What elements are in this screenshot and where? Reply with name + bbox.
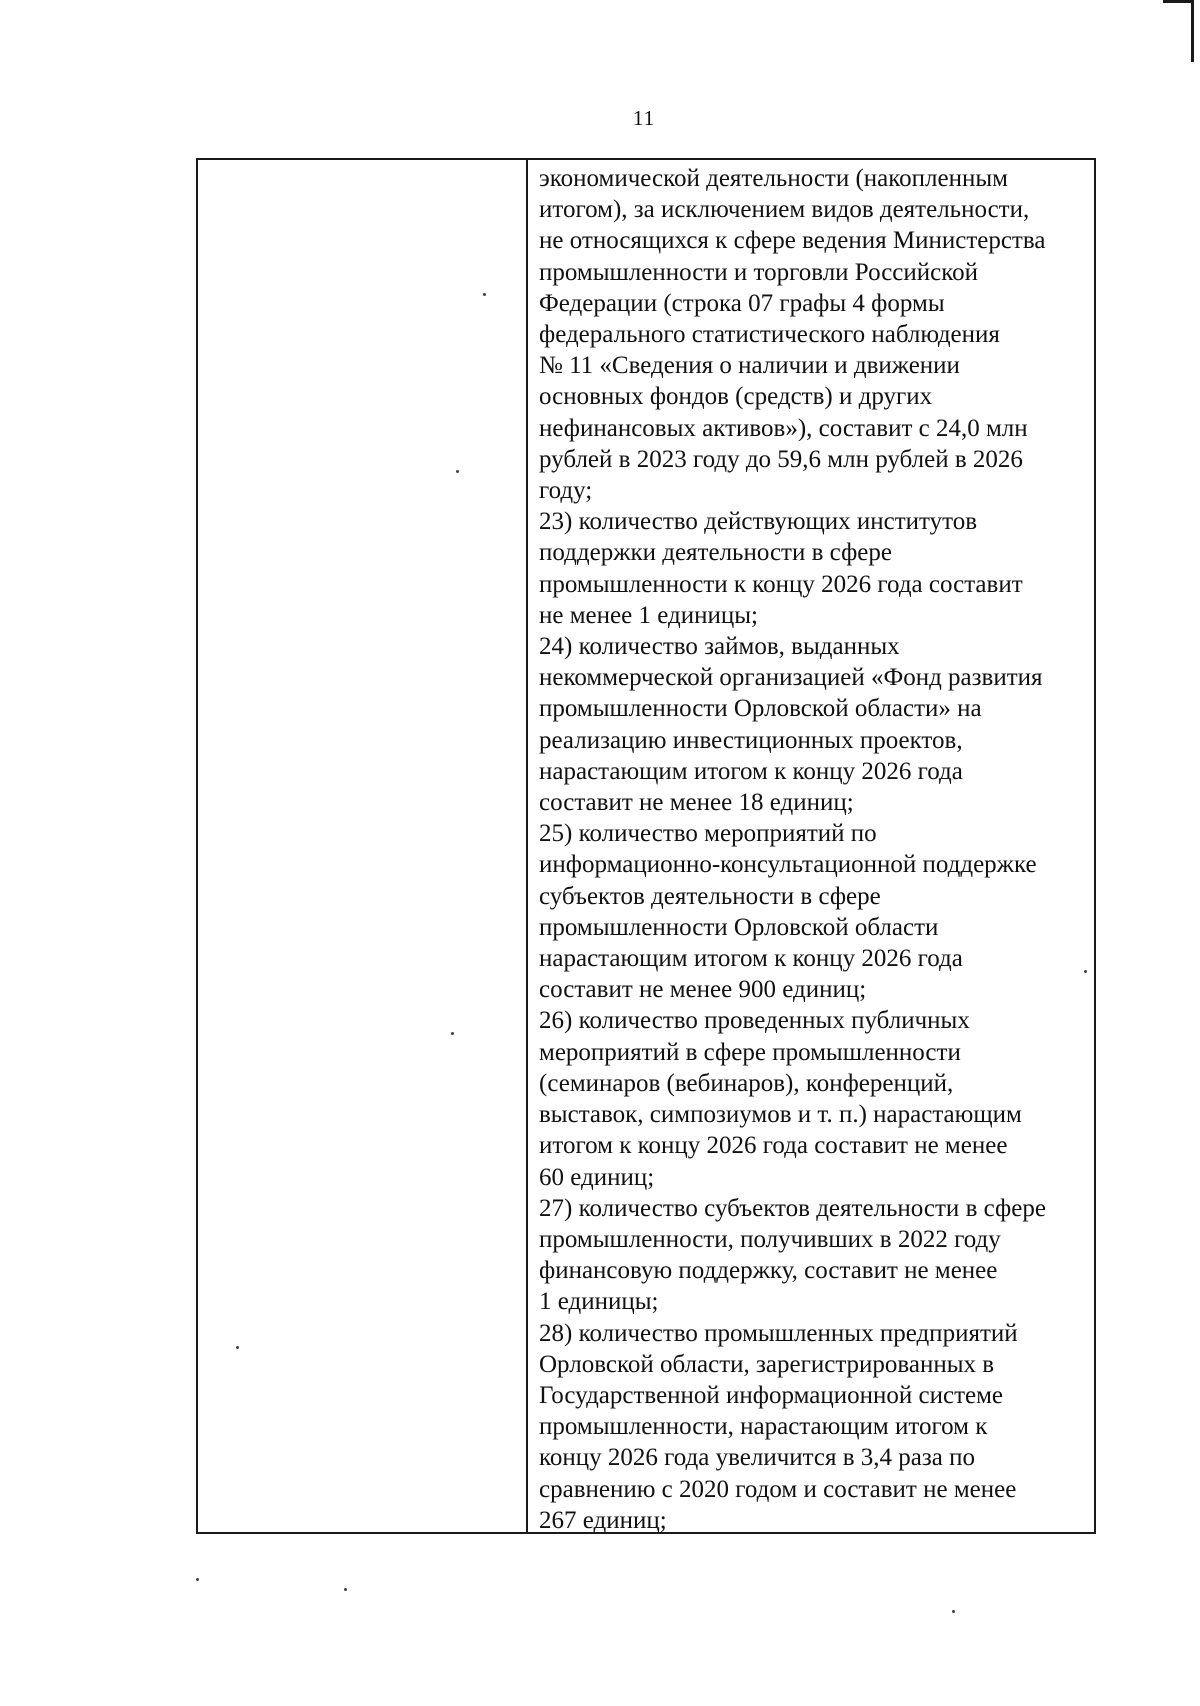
text-line: информационно-консультационной поддержке: [539, 851, 1037, 879]
scan-speck: [344, 1588, 347, 1591]
scan-corner-mark-top: [1163, 0, 1194, 3]
text-line: 27) количество субъектов деятельности в сфере: [539, 1194, 1046, 1222]
scan-speck: [456, 470, 459, 473]
text-line: не менее 1 единицы;: [539, 601, 758, 629]
text-line: составит не менее 900 единиц;: [539, 976, 867, 1004]
text-line: № 11 «Сведения о наличии и движении: [539, 352, 960, 380]
text-line: федерального статистического наблюдения: [539, 321, 1000, 349]
text-line: поддержки деятельности в сфере: [539, 539, 892, 567]
document-table: [196, 158, 1096, 1534]
text-line: рублей в 2023 году до 59,6 млн рублей в 2026: [539, 445, 1023, 473]
text-line: году;: [539, 477, 593, 505]
scan-corner-mark: [1191, 0, 1194, 62]
scan-speck: [952, 1610, 955, 1613]
text-line: 28) количество промышленных предприятий: [539, 1319, 1018, 1347]
text-line: промышленности Орловской области: [539, 913, 939, 941]
text-line: промышленности, нарастающим итогом к: [539, 1413, 988, 1441]
scan-speck: [1084, 970, 1087, 973]
text-line: промышленности к концу 2026 года составит: [539, 570, 1023, 598]
text-line: составит не менее 18 единиц;: [539, 789, 854, 817]
table-right-cell: [528, 160, 1094, 1532]
text-line: основных фондов (средств) и других: [539, 383, 933, 411]
text-line: 24) количество займов, выданных: [539, 633, 900, 661]
text-line: концу 2026 года увеличится в 3,4 раза по: [539, 1444, 975, 1472]
text-line: сравнению с 2020 годом и составит не менее: [539, 1475, 1017, 1503]
text-line: мероприятий в сфере промышленности: [539, 1038, 961, 1066]
table-left-cell: [198, 160, 528, 1532]
text-line: 267 единиц;: [539, 1506, 667, 1534]
text-line: 25) количество мероприятий по: [539, 820, 877, 848]
text-line: 23) количество действующих институтов: [539, 508, 978, 536]
text-line: нефинансовых активов»), составит с 24,0 млн: [539, 414, 1028, 442]
text-line: Орловской области, зарегистрированных в: [539, 1350, 995, 1378]
text-line: нарастающим итогом к концу 2026 года: [539, 757, 963, 785]
text-line: итогом), за исключением видов деятельности,: [539, 196, 1030, 224]
text-line: 26) количество проведенных публичных: [539, 1007, 970, 1035]
text-line: промышленности Орловской области» на: [539, 695, 982, 723]
text-line: нарастающим итогом к концу 2026 года: [539, 945, 963, 973]
scan-speck: [236, 1346, 239, 1349]
text-line: экономической деятельности (накопленным: [539, 165, 1008, 192]
text-line: (семинаров (вебинаров), конференций,: [539, 1069, 954, 1097]
text-line: некоммерческой организацией «Фонд развития: [539, 664, 1043, 692]
page-number: 11: [632, 106, 656, 130]
text-line: финансовую поддержку, составит не менее: [539, 1257, 998, 1285]
scan-speck: [196, 1578, 199, 1581]
text-line: субъектов деятельности в сфере: [539, 882, 881, 910]
text-line: промышленности, получивших в 2022 году: [539, 1225, 1001, 1253]
text-line: Государственной информационной системе: [539, 1381, 1004, 1409]
text-line: итогом к концу 2026 года составит не менее: [539, 1132, 1008, 1160]
text-line: выставок, симпозиумов и т. п.) нарастающим: [539, 1101, 1022, 1129]
text-line: Федерации (строка 07 графы 4 формы: [539, 289, 945, 317]
scan-speck: [483, 293, 486, 296]
text-line: промышленности и торговли Российской: [539, 258, 979, 286]
text-line: не относящихся к сфере ведения Министерства: [539, 227, 1046, 255]
text-line: реализацию инвестиционных проектов,: [539, 726, 963, 754]
scan-speck: [451, 1032, 454, 1035]
text-line: 1 единицы;: [539, 1288, 659, 1316]
text-line: 60 единиц;: [539, 1163, 655, 1191]
